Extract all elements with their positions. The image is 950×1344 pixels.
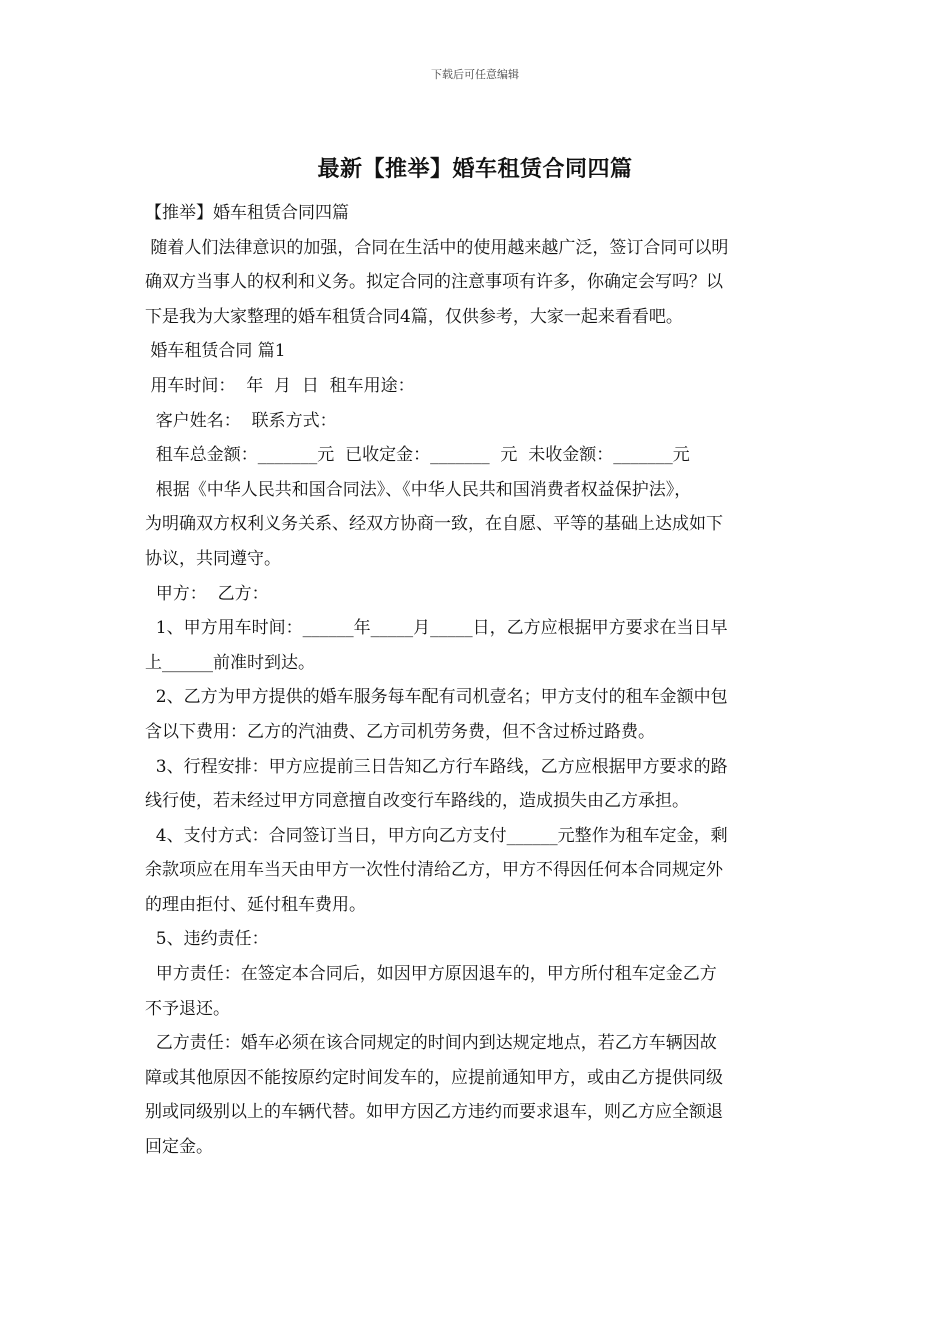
party-a-liability-line: 不予退还。 [145,998,230,1019]
clause-1-line: 1、甲方用车时间：______年_____月_____日，乙方应根据甲方要求在当日早 [145,618,728,639]
intro-line: 下是我为大家整理的婚车租赁合同4篇，仅供参考，大家一起来看看吧。 [145,306,683,327]
clause-1-line: 上______前准时到达。 [145,652,315,673]
document-title: 最新【推举】婚车租赁合同四篇 [317,156,633,182]
customer-line: 客户姓名： 联系方式： [145,410,337,431]
party-b-liability-line: 乙方责任：婚车必须在该合同规定的时间内到达规定地点，若乙方车辆因故 [145,1033,717,1054]
party-b-liability-line: 别或同级别以上的车辆代替。如甲方因乙方违约而要求退车，则乙方应全额退 [145,1102,723,1123]
intro-line: 随着人们法律意识的加强，合同在生活中的使用越来越广泛，签订合同可以明 [145,237,729,258]
basis-line: 为明确双方权利义务关系、经双方协商一致，在自愿、平等的基础上达成如下 [145,514,723,535]
amount-line: 租车总金额：_______元 已收定金：_______ 元 未收金额：_______元 [145,445,690,466]
parties-line: 甲方： 乙方： [145,583,269,604]
clause-4-line: 的理由拒付、延付租车费用。 [145,894,366,915]
intro-line: 确双方当事人的权利和义务。拟定合同的注意事项有许多，你确定会写吗？以 [145,272,723,293]
clause-2-line: 2、乙方为甲方提供的婚车服务每车配有司机壹名；甲方支付的租车金额中包 [145,687,728,708]
header-note: 下载后可任意编辑 [431,68,519,81]
basis-line: 协议，共同遵守。 [145,548,281,569]
party-b-liability-line: 障或其他原因不能按原约定时间发车的，应提前通知甲方，或由乙方提供同级 [145,1067,723,1088]
rental-time-line: 用车时间： 年 月 日 租车用途： [145,375,415,396]
basis-line: 根据《中华人民共和国合同法》、《中华人民共和国消费者权益保护法》， [145,479,692,500]
document-body [145,196,807,1165]
clause-3-line: 线行使，若未经过甲方同意擅自改变行车路线的，造成损失由乙方承担。 [145,791,689,812]
party-b-liability-line: 回定金。 [145,1137,213,1158]
clause-3-line: 3、行程安排：甲方应提前三日告知乙方行车路线，乙方应根据甲方要求的路 [145,756,728,777]
clause-5-heading: 5、违约责任： [145,929,269,950]
clause-4-line: 4、支付方式：合同签订当日，甲方向乙方支付______元整作为租车定金，剩 [145,825,728,846]
clause-4-line: 余款项应在用车当天由甲方一次性付清给乙方，甲方不得因任何本合同规定外 [145,860,723,881]
clause-2-line: 含以下费用：乙方的汽油费、乙方司机劳务费，但不含过桥过路费。 [145,721,655,742]
subtitle-line: 【推举】婚车租赁合同四篇 [145,203,349,223]
party-a-liability-line: 甲方责任：在签定本合同后，如因甲方原因退车的，甲方所付租车定金乙方 [145,964,717,985]
section-heading: 婚车租赁合同 篇1 [145,341,286,362]
